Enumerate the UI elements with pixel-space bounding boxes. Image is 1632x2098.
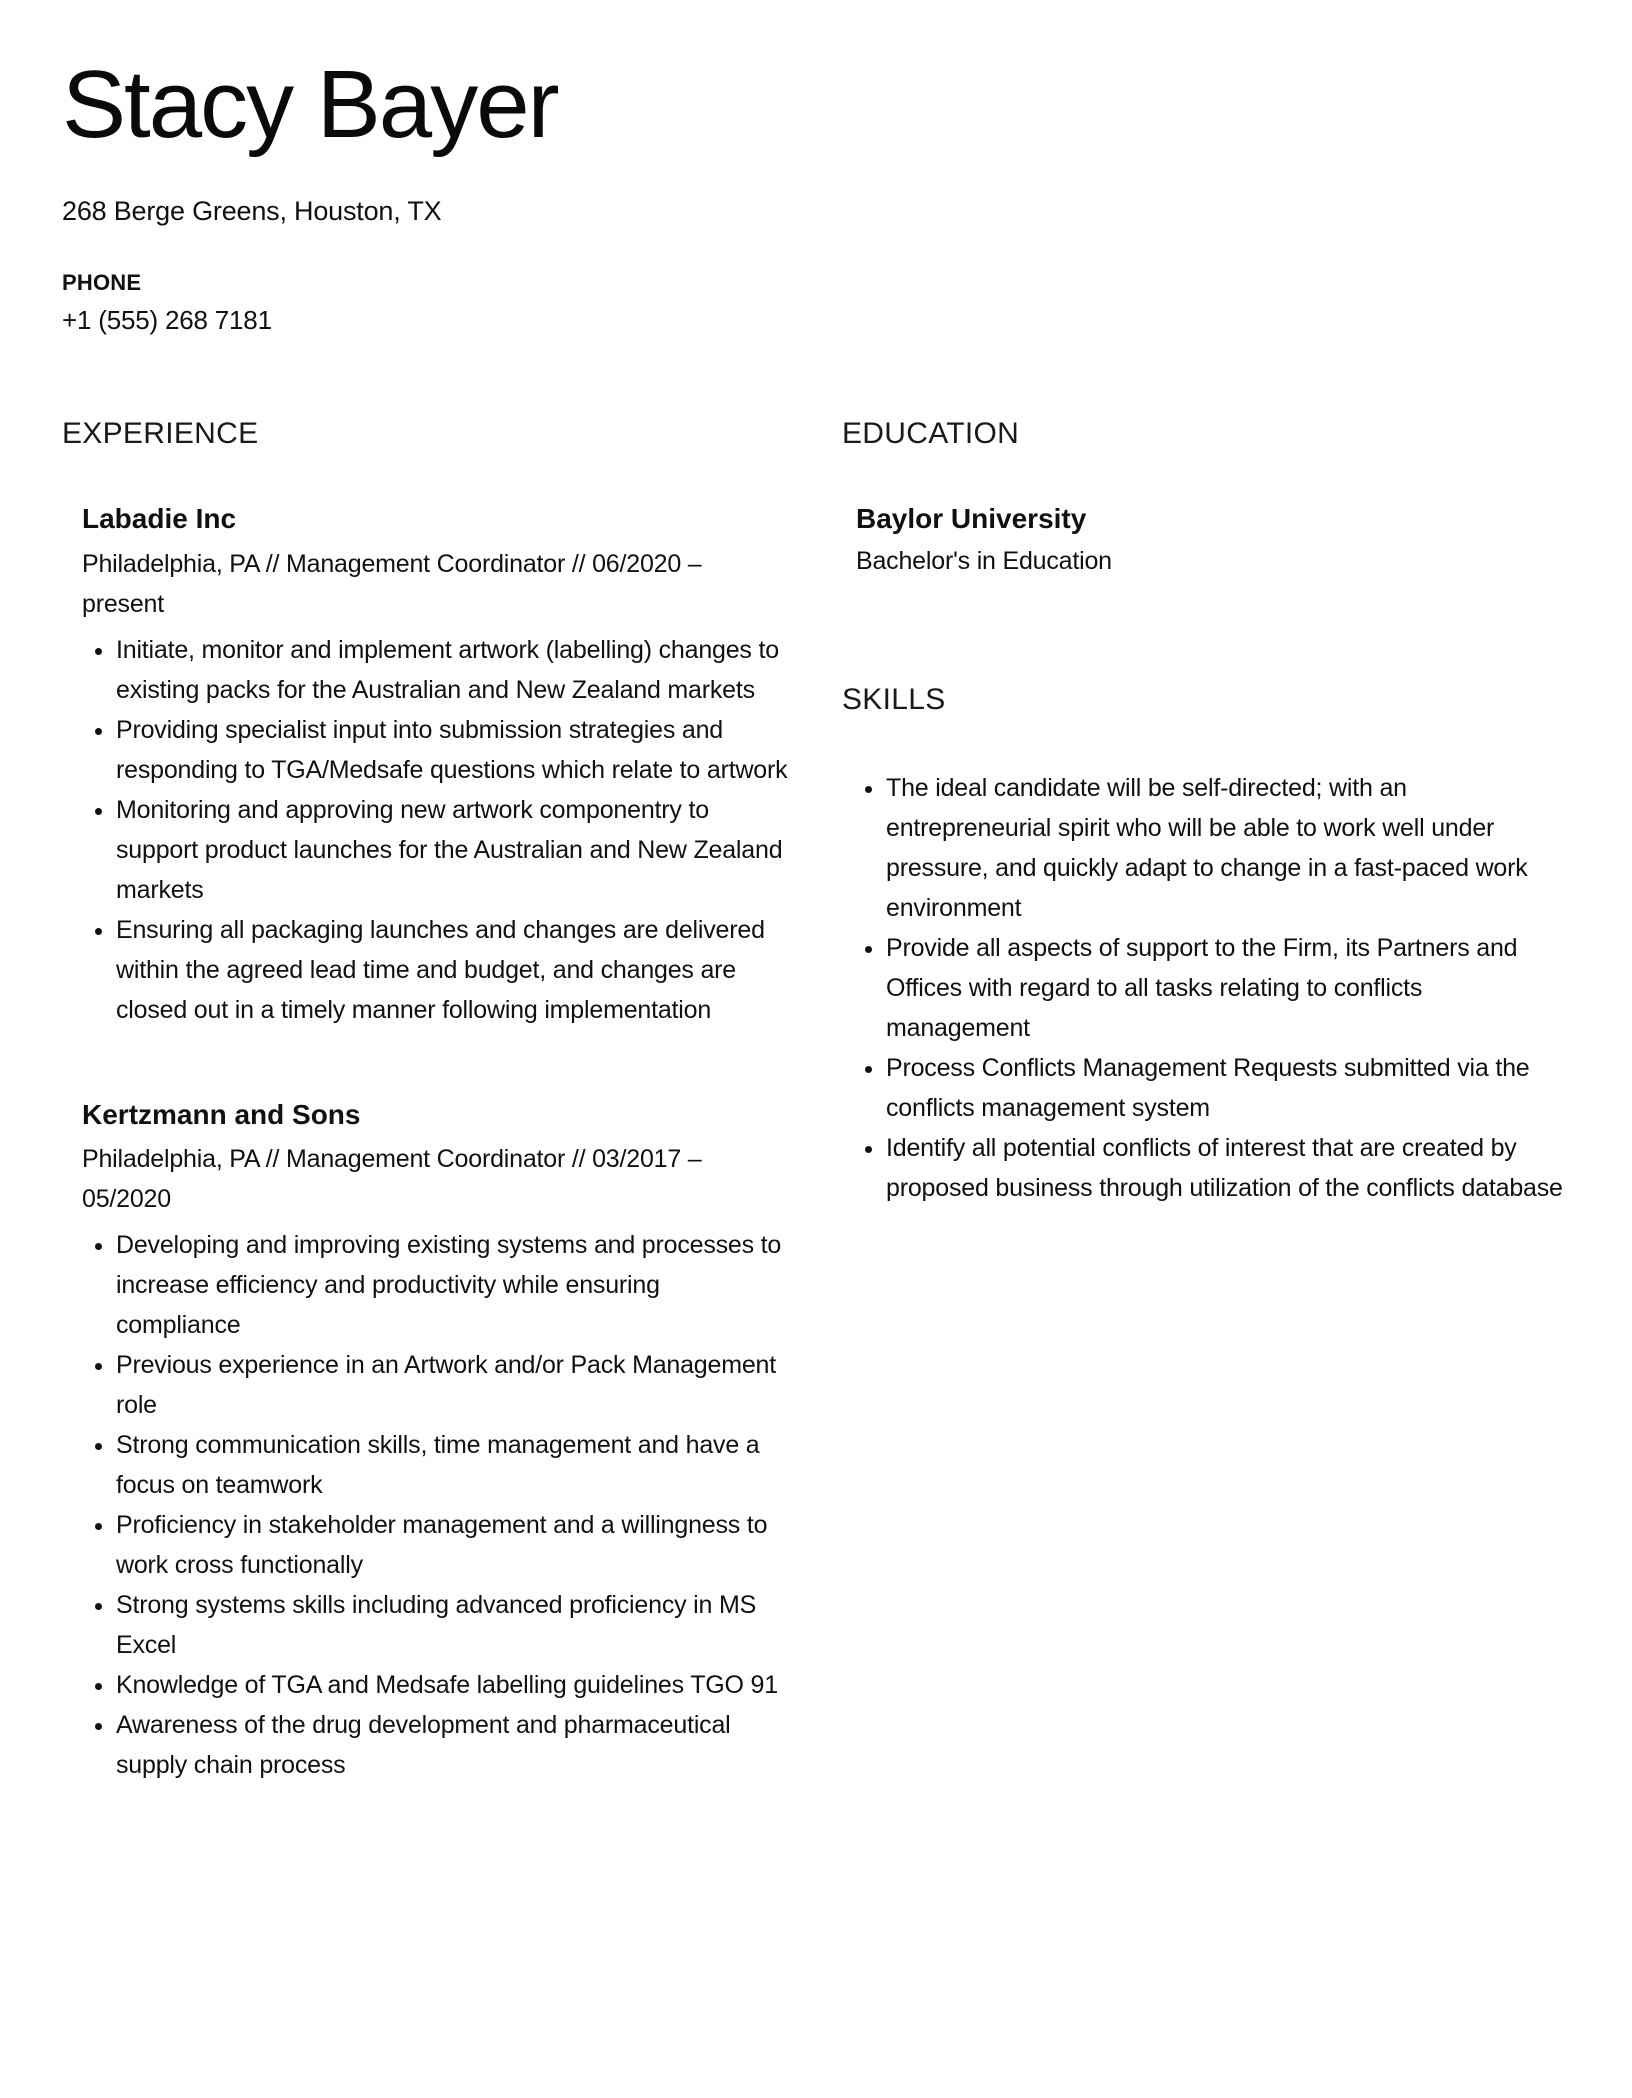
phone-label: PHONE: [62, 269, 142, 295]
job-entry: [82, 502, 790, 1030]
right-column: [842, 416, 1570, 1853]
job-bullet: • Strong communication skills, time management and have a focus on teamwork: [116, 1425, 790, 1505]
job-bullet: • Previous experience in an Artwork and/or Pack Management role: [116, 1345, 790, 1425]
skill-bullet: • Process Conflicts Management Requests submitted via the conflicts management system: [886, 1048, 1570, 1128]
education-section: [842, 416, 1570, 578]
job-bullet: • Initiate, monitor and implement artwork (labelling) changes to existing packs for the Australian and New Zealand markets: [116, 630, 790, 710]
skill-bullet: • The ideal candidate will be self-directed; with an entrepreneurial spirit who will be able to work well under pressure, and quickly adapt to change in a fast-paced work environment: [886, 768, 1570, 928]
job-bullet-list: [82, 630, 790, 1030]
skill-bullet: • Identify all potential conflicts of interest that are created by proposed business through utilization of the conflicts database: [886, 1128, 1570, 1208]
job-bullet: • Providing specialist input into submission strategies and responding to TGA/Medsafe questions which relate to artwork: [116, 710, 790, 790]
school-entry: [856, 502, 1570, 578]
job-bullet: • Strong systems skills including advanced proficiency in MS Excel: [116, 1585, 790, 1665]
experience-heading: EXPERIENCE: [62, 416, 259, 450]
job-bullet: • Knowledge of TGA and Medsafe labelling guidelines TGO 91: [116, 1665, 790, 1705]
resume-header: [62, 52, 1570, 338]
candidate-address: 268 Berge Greens, Houston, TX: [62, 195, 442, 226]
job-bullet: • Proficiency in stakeholder management and a willingness to work cross functionally: [116, 1505, 790, 1585]
education-heading: EDUCATION: [842, 416, 1020, 450]
content-columns: [62, 416, 1570, 1853]
candidate-name: Stacy Bayer: [62, 51, 558, 158]
skills-section: [842, 682, 1570, 1208]
job-meta: Philadelphia, PA // Management Coordinator // 06/2020 – present: [82, 549, 702, 618]
job-bullet: • Awareness of the drug development and pharmaceutical supply chain process: [116, 1705, 790, 1785]
job-company: Kertzmann and Sons: [82, 1098, 361, 1130]
job-bullet: • Ensuring all packaging launches and changes are delivered within the agreed lead time and budget, and changes are closed out in a timely manner following implementation: [116, 910, 790, 1030]
skills-heading: SKILLS: [842, 682, 946, 716]
school-name: Baylor University: [856, 502, 1087, 534]
school-degree: Bachelor's in Education: [856, 546, 1112, 575]
phone-number: +1 (555) 268 7181: [62, 305, 272, 336]
skill-bullet: • Provide all aspects of support to the Firm, its Partners and Offices with regard to all tasks relating to conflicts management: [886, 928, 1570, 1048]
job-bullet: • Developing and improving existing systems and processes to increase efficiency and productivity while ensuring compliance: [116, 1225, 790, 1345]
experience-section: [62, 416, 790, 1853]
job-bullet: • Monitoring and approving new artwork componentry to support product launches for the Australian and New Zealand markets: [116, 790, 790, 910]
skills-bullet-list: [842, 768, 1570, 1208]
job-meta: Philadelphia, PA // Management Coordinator // 03/2017 – 05/2020: [82, 1145, 702, 1214]
job-company: Labadie Inc: [82, 502, 237, 534]
job-bullet-list: [82, 1225, 790, 1785]
job-entry: [82, 1098, 790, 1786]
